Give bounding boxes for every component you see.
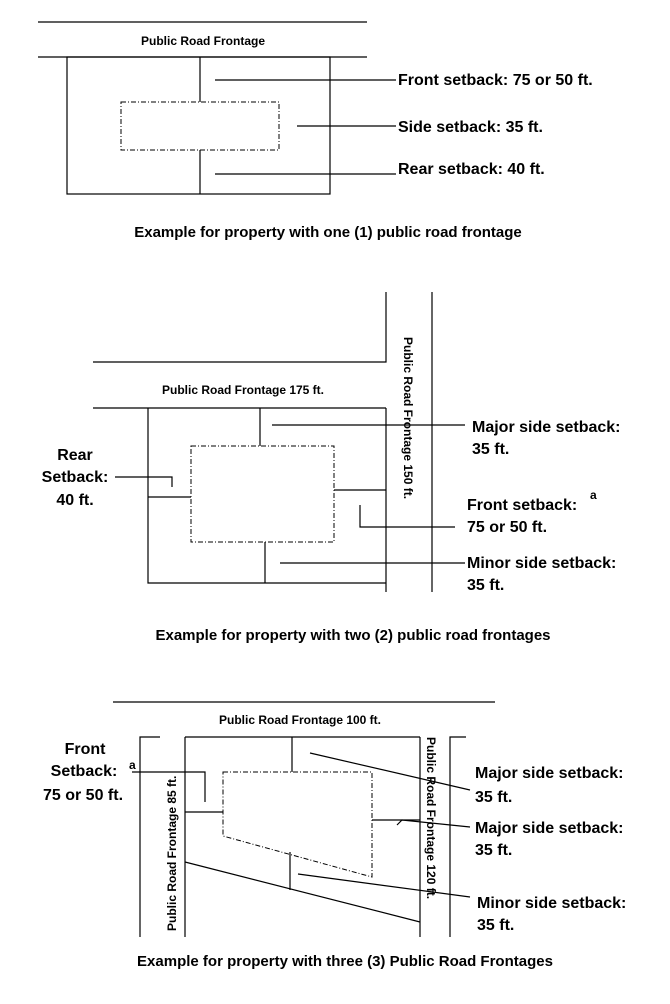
major-side-b-label-1: Major side setback: — [475, 820, 624, 837]
major-side-b-label-2: 35 ft. — [475, 842, 513, 859]
rear-setback-label-1: Rear — [57, 447, 93, 464]
road-frontage-right-label: Public Road Frontage 120 ft. — [424, 737, 438, 900]
rear-setback-label-3: 40 ft. — [56, 492, 94, 509]
front-leader — [360, 505, 455, 527]
major-side-label-1: Major side setback: — [472, 419, 621, 436]
road-frontage-label: Public Road Frontage — [140, 34, 266, 48]
road-edge-left-far — [140, 737, 160, 937]
caption: Example for property with two (2) public road frontages — [155, 627, 551, 644]
diagram-three-frontages — [43, 702, 626, 970]
front-setback-label-2: Setback: — [50, 763, 118, 780]
property-lot-bottom — [185, 862, 420, 922]
road-frontage-top-label: Public Road Frontage 100 ft. — [218, 713, 382, 727]
caption: Example for property with one (1) public road frontage — [134, 224, 522, 241]
front-setback-label-2: 75 or 50 ft. — [467, 519, 548, 536]
road-edge-right-far — [450, 737, 466, 937]
minor-side-label-2: 35 ft. — [477, 917, 515, 934]
building-envelope — [223, 772, 372, 877]
caption: Example for property with three (3) Public Road Frontages — [137, 953, 553, 970]
minor-side-leader — [298, 874, 470, 897]
rear-setback-label-2: Setback: — [41, 469, 109, 486]
minor-side-label-1: Minor side setback: — [477, 895, 627, 912]
front-setback-footnote-mark: a — [590, 488, 597, 502]
building-envelope — [121, 102, 279, 150]
road-frontage-left-label: Public Road Frontage 85 ft. — [165, 775, 179, 931]
front-setback-label-3: 75 or 50 ft. — [42, 787, 124, 804]
diagram-one-frontage — [38, 22, 593, 241]
major-side-label-2: 35 ft. — [472, 441, 510, 458]
property-lot — [148, 408, 386, 583]
road-edge-corner-top — [93, 292, 386, 362]
front-setback-label: Front setback: 75 or 50 ft. — [398, 72, 593, 89]
front-setback-label-1: Front — [64, 741, 106, 758]
major-side-a-label-2: 35 ft. — [475, 789, 513, 806]
diagram-two-frontages — [42, 292, 621, 644]
front-setback-footnote-mark: a — [129, 758, 136, 772]
major-side-a-label-1: Major side setback: — [475, 765, 624, 782]
front-setback-label-1: Front setback: — [467, 497, 578, 514]
rear-setback-label: Rear setback: 40 ft. — [398, 161, 545, 178]
road-frontage-right-label: Public Road Frontage 150 ft. — [401, 337, 415, 500]
road-frontage-top-label: Public Road Frontage 175 ft. — [161, 383, 325, 397]
building-envelope — [191, 446, 334, 542]
minor-side-label-1: Minor side setback: — [467, 555, 617, 572]
minor-side-label-2: 35 ft. — [467, 577, 505, 594]
rear-leader — [115, 477, 172, 487]
side-setback-label: Side setback: 35 ft. — [398, 119, 543, 136]
